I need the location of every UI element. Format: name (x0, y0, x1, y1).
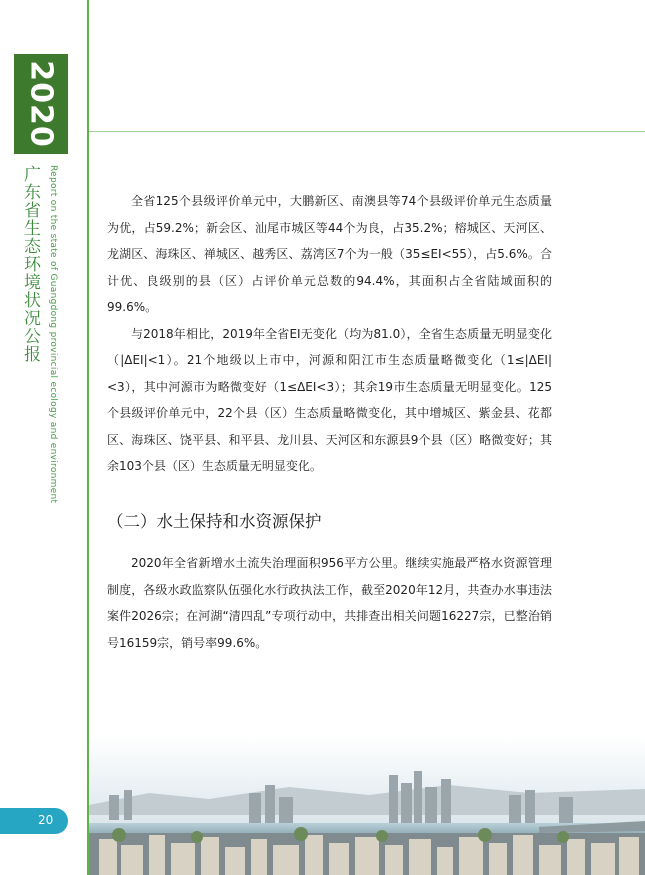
paragraph-year-comparison: 与2018年相比，2019年全省EI无变化（均为81.0），全省生态质量无明显变化（|ΔEI|<1）。21个地级以上市中，河源和阳江市生态质量略微变化（1≤|ΔEI|<3），其中河源市为略微变好（1≤ΔEI<3）；其余19市生态质量无明显变化。125个县级评价单元中，22个县（区）生态质量略微变化，其中增城区、紫金县、花都区、海珠区、饶平县、和平县、龙川县、天河区和东源县9个县（区）略微变好；其余103个县（区）生态质量无明显变化。 (107, 326, 552, 473)
year-label: 2020 (23, 60, 59, 148)
cityscape-illustration (89, 735, 645, 875)
page-number: 20 (38, 813, 54, 827)
paragraph-county-assessment: 全省125个县级评价单元中，大鹏新区、南澳县等74个县级评价单元生态质量为优，占59.2%；新会区、汕尾市城区等44个为良，占35.2%；榕城区、天河区、龙湖区、海珠区、禅城区、越秀区、荔湾区7个为一般（35≤EI<55），占5.6%。合计优、良级别的县（区）占评价单元总数的94.4%，其面积占全省陆域面积的99.6%。 (107, 194, 552, 314)
cityscape-photo (89, 735, 645, 875)
report-title-chinese: 广东省生态环境状况公报 (20, 165, 40, 363)
header-rule (89, 131, 645, 132)
body-text-block-2 (107, 550, 552, 656)
section-heading: （二）水土保持和水资源保护 (107, 512, 322, 531)
paragraph-water-conservation: 2020年全省新增水土流失治理面积956平方公里。继续实施最严格水资源管理制度，各级水政监察队伍强化水行政执法工作，截至2020年12月，共查办水事违法案件2026宗；在河湖“清四乱”专项行动中，共排查出相关问题16227宗，已整治销号16159宗，销号率99.6%。 (107, 556, 552, 650)
body-text-block-1 (107, 188, 552, 480)
report-title-english: Report on the state of Guangdong provincial ecology and environment (48, 165, 58, 504)
page-number-tab (0, 808, 68, 834)
